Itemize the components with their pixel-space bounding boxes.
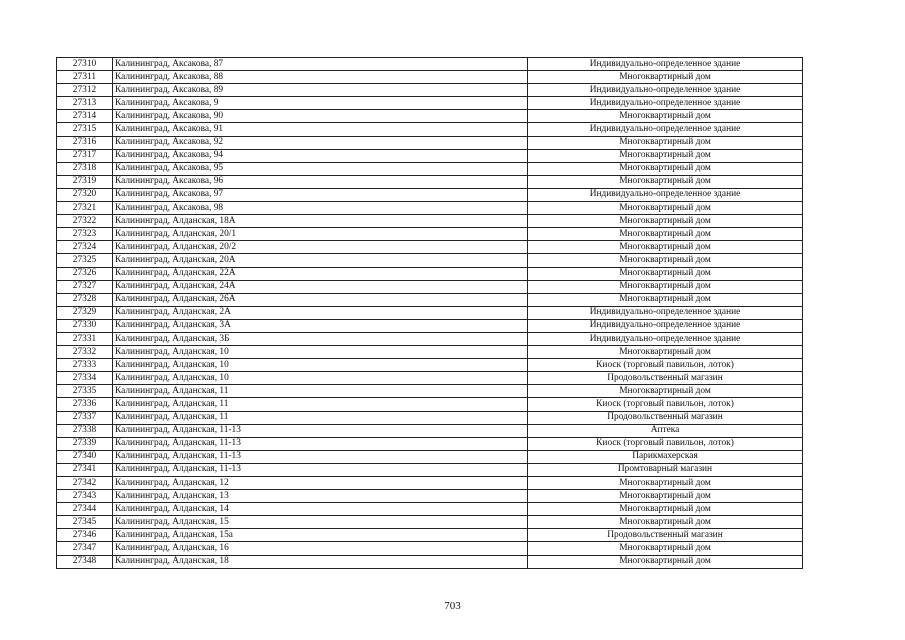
- row-address: Калининград, Алданская, 11: [113, 411, 528, 424]
- row-object-type: Многоквартирный дом: [528, 516, 803, 529]
- table-row: [57, 411, 803, 424]
- row-number: 27327: [57, 280, 113, 293]
- row-object-type: Промтоварный магазин: [528, 463, 803, 476]
- row-object-type: Индивидуально-определенное здание: [528, 306, 803, 319]
- table-row: [57, 437, 803, 450]
- table-row: [57, 123, 803, 136]
- table-row: [57, 241, 803, 254]
- table-row: [57, 254, 803, 267]
- table-row: [57, 97, 803, 110]
- table-row: [57, 215, 803, 228]
- row-object-type: Индивидуально-определенное здание: [528, 58, 803, 71]
- row-object-type: Продовольственный магазин: [528, 411, 803, 424]
- row-address: Калининград, Алданская, 15: [113, 516, 528, 529]
- row-number: 27325: [57, 254, 113, 267]
- row-address: Калининград, Алданская, 11-13: [113, 437, 528, 450]
- table-row: [57, 149, 803, 162]
- table-row: [57, 503, 803, 516]
- row-object-type: Многоквартирный дом: [528, 136, 803, 149]
- row-address: Калининград, Алданская, 10: [113, 372, 528, 385]
- row-object-type: Индивидуально-определенное здание: [528, 332, 803, 345]
- address-table-body: [57, 58, 803, 569]
- table-row: [57, 542, 803, 555]
- row-address: Калининград, Алданская, 20/1: [113, 228, 528, 241]
- row-number: 27318: [57, 162, 113, 175]
- row-number: 27346: [57, 529, 113, 542]
- row-number: 27317: [57, 149, 113, 162]
- row-object-type: Индивидуально-определенное здание: [528, 319, 803, 332]
- row-address: Калининград, Аксакова, 90: [113, 110, 528, 123]
- table-row: [57, 84, 803, 97]
- row-address: Калининград, Алданская, 18: [113, 555, 528, 568]
- row-object-type: Многоквартирный дом: [528, 267, 803, 280]
- table-row: [57, 175, 803, 188]
- row-number: 27341: [57, 463, 113, 476]
- table-row: [57, 516, 803, 529]
- row-address: Калининград, Аксакова, 94: [113, 149, 528, 162]
- row-number: 27337: [57, 411, 113, 424]
- row-number: 27344: [57, 503, 113, 516]
- row-address: Калининград, Алданская, 11: [113, 385, 528, 398]
- page-number: 703: [444, 600, 461, 612]
- table-row: [57, 306, 803, 319]
- row-object-type: Многоквартирный дом: [528, 293, 803, 306]
- table-row: [57, 332, 803, 345]
- row-number: 27323: [57, 228, 113, 241]
- row-address: Калининград, Алданская, 14: [113, 503, 528, 516]
- row-number: 27315: [57, 123, 113, 136]
- row-number: 27336: [57, 398, 113, 411]
- row-object-type: Киоск (торговый павильон, лоток): [528, 398, 803, 411]
- row-number: 27312: [57, 84, 113, 97]
- row-address: Калининград, Аксакова, 92: [113, 136, 528, 149]
- row-number: 27313: [57, 97, 113, 110]
- row-object-type: Парикмахерская: [528, 450, 803, 463]
- table-row: [57, 110, 803, 123]
- row-object-type: Многоквартирный дом: [528, 385, 803, 398]
- row-number: 27324: [57, 241, 113, 254]
- row-number: 27332: [57, 346, 113, 359]
- table-row: [57, 555, 803, 568]
- table-row: [57, 490, 803, 503]
- row-object-type: Индивидуально-определенное здание: [528, 188, 803, 201]
- row-object-type: Многоквартирный дом: [528, 215, 803, 228]
- row-number: 27311: [57, 71, 113, 84]
- row-address: Калининград, Алданская, 18А: [113, 215, 528, 228]
- table-row: [57, 359, 803, 372]
- row-address: Калининград, Алданская, 2А: [113, 306, 528, 319]
- row-number: 27319: [57, 175, 113, 188]
- row-address: Калининград, Алданская, 22А: [113, 267, 528, 280]
- row-address: Калининград, Алданская, 24А: [113, 280, 528, 293]
- row-object-type: Индивидуально-определенное здание: [528, 84, 803, 97]
- table-row: [57, 162, 803, 175]
- row-address: Калининград, Алданская, 11: [113, 398, 528, 411]
- row-address: Калининград, Алданская, 20А: [113, 254, 528, 267]
- row-address: Калининград, Алданская, 15а: [113, 529, 528, 542]
- row-address: Калининград, Алданская, 16: [113, 542, 528, 555]
- row-address: Калининград, Аксакова, 9: [113, 97, 528, 110]
- table-row: [57, 385, 803, 398]
- row-address: Калининград, Алданская, 26А: [113, 293, 528, 306]
- row-address: Калининград, Алданская, 11-13: [113, 424, 528, 437]
- row-number: 27334: [57, 372, 113, 385]
- table-row: [57, 529, 803, 542]
- row-object-type: Многоквартирный дом: [528, 241, 803, 254]
- row-number: 27328: [57, 293, 113, 306]
- row-object-type: Многоквартирный дом: [528, 228, 803, 241]
- row-object-type: Продовольственный магазин: [528, 529, 803, 542]
- row-address: Калининград, Алданская, 3А: [113, 319, 528, 332]
- row-object-type: Киоск (торговый павильон, лоток): [528, 359, 803, 372]
- row-number: 27331: [57, 332, 113, 345]
- row-address: Калининград, Аксакова, 98: [113, 202, 528, 215]
- row-number: 27340: [57, 450, 113, 463]
- row-object-type: Многоквартирный дом: [528, 490, 803, 503]
- row-object-type: Многоквартирный дом: [528, 280, 803, 293]
- row-number: 27335: [57, 385, 113, 398]
- row-object-type: Многоквартирный дом: [528, 175, 803, 188]
- row-number: 27330: [57, 319, 113, 332]
- table-row: [57, 228, 803, 241]
- table-row: [57, 71, 803, 84]
- row-object-type: Многоквартирный дом: [528, 542, 803, 555]
- row-number: 27345: [57, 516, 113, 529]
- row-object-type: Индивидуально-определенное здание: [528, 97, 803, 110]
- row-address: Калининград, Аксакова, 89: [113, 84, 528, 97]
- row-address: Калининград, Аксакова, 96: [113, 175, 528, 188]
- row-address: Калининград, Алданская, 10: [113, 359, 528, 372]
- row-address: Калининград, Аксакова, 95: [113, 162, 528, 175]
- table-row: [57, 188, 803, 201]
- row-number: 27310: [57, 58, 113, 71]
- row-object-type: Индивидуально-определенное здание: [528, 123, 803, 136]
- row-number: 27343: [57, 490, 113, 503]
- row-address: Калининград, Алданская, 3Б: [113, 332, 528, 345]
- row-number: 27333: [57, 359, 113, 372]
- table-row: [57, 136, 803, 149]
- row-number: 27329: [57, 306, 113, 319]
- table-row: [57, 372, 803, 385]
- table-row: [57, 450, 803, 463]
- table-row: [57, 424, 803, 437]
- table-row: [57, 463, 803, 476]
- row-object-type: Многоквартирный дом: [528, 162, 803, 175]
- row-address: Калининград, Алданская, 12: [113, 477, 528, 490]
- table-row: [57, 477, 803, 490]
- row-object-type: Аптека: [528, 424, 803, 437]
- address-table: [56, 57, 803, 569]
- row-number: 27338: [57, 424, 113, 437]
- table-row: [57, 58, 803, 71]
- table-row: [57, 319, 803, 332]
- row-address: Калининград, Аксакова, 91: [113, 123, 528, 136]
- row-object-type: Многоквартирный дом: [528, 149, 803, 162]
- row-object-type: Многоквартирный дом: [528, 110, 803, 123]
- row-object-type: Многоквартирный дом: [528, 555, 803, 568]
- row-object-type: Многоквартирный дом: [528, 254, 803, 267]
- row-address: Калининград, Аксакова, 87: [113, 58, 528, 71]
- table-row: [57, 346, 803, 359]
- row-number: 27339: [57, 437, 113, 450]
- row-address: Калининград, Алданская, 13: [113, 490, 528, 503]
- row-address: Калининград, Алданская, 10: [113, 346, 528, 359]
- row-object-type: Многоквартирный дом: [528, 477, 803, 490]
- row-object-type: Киоск (торговый павильон, лоток): [528, 437, 803, 450]
- row-address: Калининград, Алданская, 11-13: [113, 450, 528, 463]
- row-object-type: Многоквартирный дом: [528, 71, 803, 84]
- row-object-type: Многоквартирный дом: [528, 346, 803, 359]
- row-address: Калининград, Алданская, 20/2: [113, 241, 528, 254]
- row-number: 27322: [57, 215, 113, 228]
- table-row: [57, 293, 803, 306]
- row-number: 27316: [57, 136, 113, 149]
- row-number: 27321: [57, 202, 113, 215]
- row-object-type: Многоквартирный дом: [528, 202, 803, 215]
- table-row: [57, 267, 803, 280]
- row-number: 27347: [57, 542, 113, 555]
- row-number: 27314: [57, 110, 113, 123]
- row-number: 27320: [57, 188, 113, 201]
- row-address: Калининград, Алданская, 11-13: [113, 463, 528, 476]
- row-number: 27348: [57, 555, 113, 568]
- row-object-type: Продовольственный магазин: [528, 372, 803, 385]
- row-address: Калининград, Аксакова, 88: [113, 71, 528, 84]
- row-number: 27342: [57, 477, 113, 490]
- table-row: [57, 202, 803, 215]
- table-row: [57, 398, 803, 411]
- row-object-type: Многоквартирный дом: [528, 503, 803, 516]
- row-number: 27326: [57, 267, 113, 280]
- row-address: Калининград, Аксакова, 97: [113, 188, 528, 201]
- table-row: [57, 280, 803, 293]
